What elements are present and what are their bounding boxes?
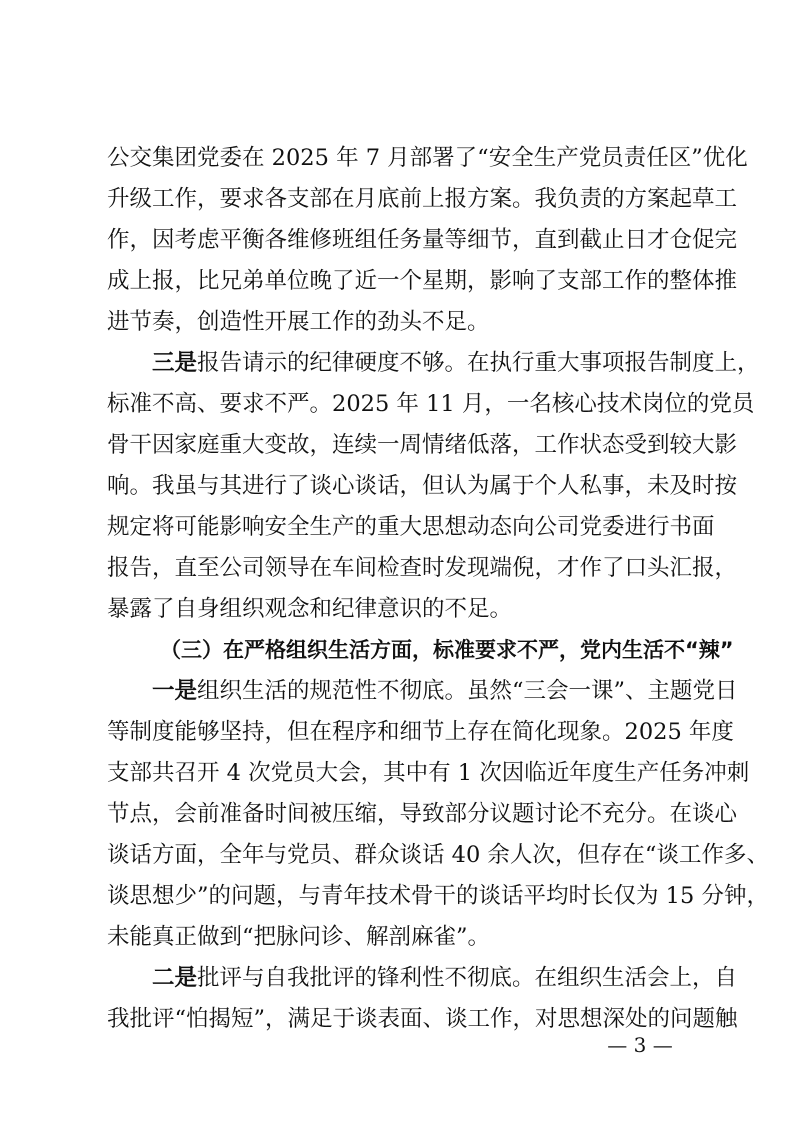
- paragraph-line: 升级工作，要求各支部在月底前上报方案。我负责的方案起草工: [107, 186, 738, 212]
- paragraph-line: [152, 963, 738, 993]
- paragraph-line: 谈思想少”的问题，与青年技术骨干的谈话平均时长仅为 15 分钟，: [107, 883, 769, 909]
- section-heading: （三）在严格组织生活方面，标准要求不严，党内生活不“辣”: [160, 638, 734, 662]
- paragraph-line: 谈话方面，全年与党员、群众谈话 40 余人次，但存在“谈工作多、: [107, 842, 769, 868]
- paragraph-line: 规定将可能影响安全生产的重大思想动态向公司党委进行书面: [107, 514, 715, 540]
- point-label: 三是: [152, 350, 198, 376]
- paragraph-line: 标准不高、要求不严。2025 年 11 月，一名核心技术岗位的党员: [107, 391, 755, 417]
- point-label: 二是: [152, 965, 198, 991]
- paragraph-line: 进节奏，创造性开展工作的劲头不足。: [107, 309, 490, 335]
- paragraph-line: 暴露了自身组织观念和纪律意识的不足。: [107, 596, 513, 622]
- point-text: 批评与自我批评的锋利性不彻底。在组织生活会上，自: [197, 965, 738, 991]
- paragraph-line: 支部共召开 4 次党员大会，其中有 1 次因临近年度生产任务冲刺: [107, 760, 750, 786]
- paragraph-line: 未能真正做到“把脉问诊、解剖麻雀”。: [107, 924, 491, 950]
- point-text: 报告请示的纪律硬度不够。在执行重大事项报告制度上，: [197, 350, 760, 376]
- paragraph-line: 我批评“怕揭短”，满足于谈表面、谈工作，对思想深处的问题触: [107, 1006, 738, 1032]
- paragraph-line: 报告，直至公司领导在车间检查时发现端倪，才作了口头汇报，: [107, 555, 738, 581]
- page-number: — 3 —: [607, 1033, 673, 1057]
- paragraph-line: [152, 348, 760, 378]
- point-label: 一是: [152, 678, 198, 704]
- paragraph-line: 公交集团党委在 2025 年 7 月部署了“安全生产党员责任区”优化: [107, 145, 748, 171]
- paragraph-line: [152, 676, 738, 706]
- paragraph-line: 等制度能够坚持，但在程序和细节上存在简化现象。2025 年度: [107, 719, 734, 745]
- paragraph-line: 骨干因家庭重大变故，连续一周情绪低落，工作状态受到较大影: [107, 432, 738, 458]
- paragraph-line: 作，因考虑平衡各维修班组任务量等细节，直到截止日才仓促完: [107, 227, 738, 253]
- paragraph-line: 响。我虽与其进行了谈心谈话，但认为属于个人私事，未及时按: [107, 473, 738, 499]
- point-text: 组织生活的规范性不彻底。虽然“三会一课”、主题党日: [197, 678, 738, 704]
- paragraph-line: 节点，会前准备时间被压缩，导致部分议题讨论不充分。在谈心: [107, 801, 738, 827]
- paragraph-line: 成上报，比兄弟单位晚了近一个星期，影响了支部工作的整体推: [107, 268, 738, 294]
